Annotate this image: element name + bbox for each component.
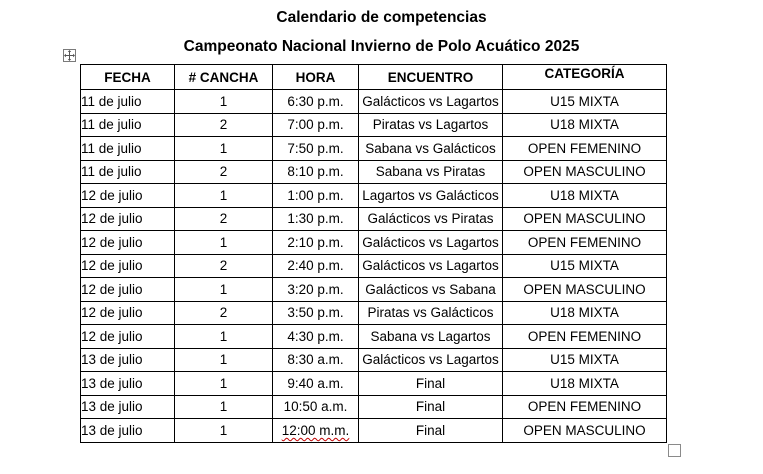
cell-cancha: 1 xyxy=(175,395,273,419)
cell-encuentro: Galácticos vs Piratas xyxy=(359,207,503,231)
table-row xyxy=(81,113,667,137)
cell-fecha: 13 de julio xyxy=(81,372,175,396)
cell-encuentro: Final xyxy=(359,419,503,443)
cell-fecha: 11 de julio xyxy=(81,160,175,184)
cell-fecha: 12 de julio xyxy=(81,278,175,302)
cell-hora: 1:30 p.m. xyxy=(273,207,359,231)
cell-fecha: 13 de julio xyxy=(81,348,175,372)
cell-fecha: 12 de julio xyxy=(81,231,175,255)
cell-hora: 1:00 p.m. xyxy=(273,184,359,208)
cell-categoria: U15 MIXTA xyxy=(503,348,667,372)
cell-categoria: OPEN MASCULINO xyxy=(503,160,667,184)
cell-encuentro: Final xyxy=(359,395,503,419)
cell-hora: 2:40 p.m. xyxy=(273,254,359,278)
table-row xyxy=(81,184,667,208)
cell-encuentro: Galácticos vs Lagartos xyxy=(359,348,503,372)
cell-cancha: 1 xyxy=(175,325,273,349)
table-resize-handle[interactable] xyxy=(668,444,681,457)
cell-cancha: 1 xyxy=(175,278,273,302)
cell-categoria: U18 MIXTA xyxy=(503,184,667,208)
table-row xyxy=(81,137,667,161)
header-categoria: CATEGORÍA xyxy=(503,65,667,90)
cell-categoria: OPEN MASCULINO xyxy=(503,207,667,231)
header-hora: HORA xyxy=(273,65,359,90)
table-row xyxy=(81,372,667,396)
cell-encuentro: Piratas vs Lagartos xyxy=(359,113,503,137)
header-fecha: FECHA xyxy=(81,65,175,90)
cell-cancha: 1 xyxy=(175,184,273,208)
schedule-table xyxy=(80,64,667,443)
cell-hora: 8:30 a.m. xyxy=(273,348,359,372)
cell-encuentro: Galácticos vs Lagartos xyxy=(359,231,503,255)
cell-hora: 3:50 p.m. xyxy=(273,301,359,325)
cell-cancha: 2 xyxy=(175,160,273,184)
cell-hora: 3:20 p.m. xyxy=(273,278,359,302)
cell-fecha: 12 de julio xyxy=(81,254,175,278)
cell-fecha: 12 de julio xyxy=(81,325,175,349)
cell-hora xyxy=(273,419,359,443)
cell-encuentro: Lagartos vs Galácticos xyxy=(359,184,503,208)
header-cancha: # CANCHA xyxy=(175,65,273,90)
cell-fecha: 12 de julio xyxy=(81,207,175,231)
table-row xyxy=(81,325,667,349)
cell-encuentro: Sabana vs Lagartos xyxy=(359,325,503,349)
cell-cancha: 1 xyxy=(175,137,273,161)
table-row xyxy=(81,301,667,325)
cell-categoria: U15 MIXTA xyxy=(503,254,667,278)
cell-fecha: 11 de julio xyxy=(81,90,175,114)
cell-categoria: U18 MIXTA xyxy=(503,372,667,396)
table-row xyxy=(81,254,667,278)
cell-categoria: OPEN FEMENINO xyxy=(503,137,667,161)
cell-categoria: OPEN MASCULINO xyxy=(503,278,667,302)
cell-categoria: OPEN FEMENINO xyxy=(503,395,667,419)
move-arrows-icon xyxy=(64,50,75,61)
table-row xyxy=(81,231,667,255)
cell-categoria: U18 MIXTA xyxy=(503,113,667,137)
table-row xyxy=(81,395,667,419)
cell-hora: 10:50 a.m. xyxy=(273,395,359,419)
cell-categoria: U18 MIXTA xyxy=(503,301,667,325)
cell-cancha: 1 xyxy=(175,372,273,396)
cell-fecha: 11 de julio xyxy=(81,137,175,161)
cell-categoria: OPEN FEMENINO xyxy=(503,325,667,349)
cell-hora: 2:10 p.m. xyxy=(273,231,359,255)
cell-encuentro: Sabana vs Galácticos xyxy=(359,137,503,161)
document-subtitle: Campeonato Nacional Invierno de Polo Acuático 2025 xyxy=(183,38,580,55)
cell-hora: 7:50 p.m. xyxy=(273,137,359,161)
cell-cancha: 1 xyxy=(175,90,273,114)
cell-encuentro: Piratas vs Galácticos xyxy=(359,301,503,325)
cell-encuentro: Galácticos vs Sabana xyxy=(359,278,503,302)
table-row xyxy=(81,207,667,231)
cell-cancha: 2 xyxy=(175,113,273,137)
cell-fecha: 12 de julio xyxy=(81,184,175,208)
cell-hora: 9:40 a.m. xyxy=(273,372,359,396)
cell-encuentro: Galácticos vs Lagartos xyxy=(359,254,503,278)
table-row xyxy=(81,419,667,443)
cell-cancha: 2 xyxy=(175,301,273,325)
cell-cancha: 2 xyxy=(175,254,273,278)
cell-fecha: 12 de julio xyxy=(81,301,175,325)
cell-hora: 8:10 p.m. xyxy=(273,160,359,184)
cell-fecha: 13 de julio xyxy=(81,395,175,419)
table-row xyxy=(81,90,667,114)
header-encuentro: ENCUENTRO xyxy=(359,65,503,90)
cell-hora: 4:30 p.m. xyxy=(273,325,359,349)
table-header-row xyxy=(81,65,667,90)
cell-categoria: U15 MIXTA xyxy=(503,90,667,114)
spellcheck-flagged-text: 12:00 m.m. xyxy=(281,422,350,438)
cell-cancha: 1 xyxy=(175,231,273,255)
cell-categoria: OPEN FEMENINO xyxy=(503,231,667,255)
cell-fecha: 13 de julio xyxy=(81,419,175,443)
cell-cancha: 2 xyxy=(175,207,273,231)
cell-encuentro: Final xyxy=(359,372,503,396)
cell-fecha: 11 de julio xyxy=(81,113,175,137)
table-row xyxy=(81,348,667,372)
document-title: Calendario de competencias xyxy=(276,9,487,26)
cell-hora: 7:00 p.m. xyxy=(273,113,359,137)
cell-encuentro: Sabana vs Piratas xyxy=(359,160,503,184)
cell-categoria: OPEN MASCULINO xyxy=(503,419,667,443)
cell-hora: 6:30 p.m. xyxy=(273,90,359,114)
cell-cancha: 1 xyxy=(175,419,273,443)
table-row xyxy=(81,278,667,302)
table-row xyxy=(81,160,667,184)
cell-cancha: 1 xyxy=(175,348,273,372)
cell-encuentro: Galácticos vs Lagartos xyxy=(359,90,503,114)
table-move-handle[interactable] xyxy=(63,49,76,62)
